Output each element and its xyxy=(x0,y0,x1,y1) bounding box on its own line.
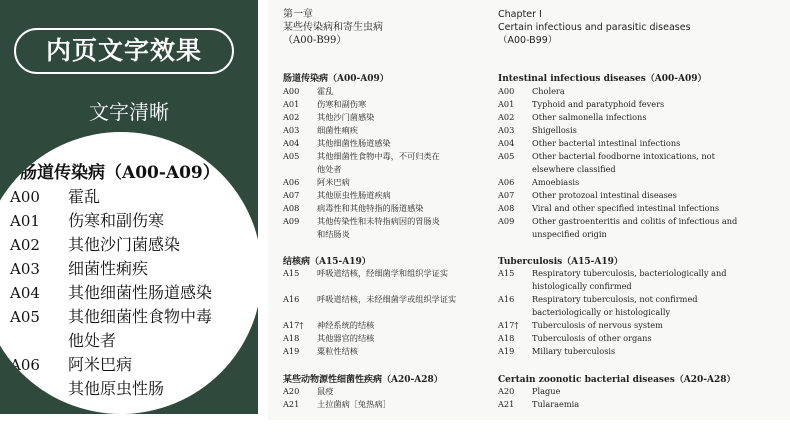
magnified-row: 他处者 xyxy=(68,331,117,350)
section-title: Intestinal infectious diseases（A00-A09） xyxy=(498,74,707,84)
magnified-row: A05 其他细菌性食物中毒 xyxy=(10,307,213,326)
magnified-row: 其他原虫性肠 xyxy=(68,379,165,398)
section-title: 结核病（A15-A19） xyxy=(283,257,371,267)
section-title: 某些动物源性细菌性疾病（A20-A28） xyxy=(283,375,443,385)
promo-subtitle: 文字清晰 xyxy=(89,100,169,124)
chapter-number: Chapter Ⅰ xyxy=(498,9,542,20)
magnified-row: A01 伤寒和副伤寒 xyxy=(10,211,165,230)
magnified-row: A00 霍乱 xyxy=(10,187,101,206)
chapter-range: （A00-B99） xyxy=(283,35,347,46)
chapter-number: 第一章 xyxy=(283,9,313,20)
chapter-title: Certain infectious and parasitic diseases xyxy=(498,22,691,33)
promo-badge: 内页文字效果 xyxy=(14,28,234,74)
magnifier-circle xyxy=(0,132,262,414)
magnified-row: A02 其他沙门菌感染 xyxy=(10,235,181,254)
section-title: 肠道传染病（A00-A09） xyxy=(283,74,389,84)
magnified-section-title: 肠道传染病（A00-A09） xyxy=(20,163,220,183)
chapter-title: 某些传染病和寄生虫病 xyxy=(283,22,383,33)
section-title: Tuberculosis（A15-A19） xyxy=(498,257,623,267)
magnified-row: A04 其他细菌性肠道感染 xyxy=(10,283,213,302)
chapter-range: （A00-B99） xyxy=(498,35,558,46)
magnified-row: A03 细菌性痢疾 xyxy=(10,259,149,278)
magnified-row: A06 阿米巴病 xyxy=(10,355,133,374)
section-title: Certain zoonotic bacterial diseases（A20-A28） xyxy=(498,375,736,385)
book-page: 第一章 某些传染病和寄生虫病 （A00-B99） 肠道传染病（A00-A09） A00 霍乱 A01 伤寒和副伤寒 A02 其他沙门菌感染 A03 细菌性痢疾 A04 其他细菌性肠道感染 A05 其他细菌性食物中毒，不可归类在 他处者 A06 阿米巴病 A07 其他原虫性肠道疾病 A08 病毒性和其他特指的肠道感染 A09 其他传染性和未特指病因的胃肠炎 和结肠炎 结核病（A15-A19） A15 呼吸道结核，经细菌学和组织学证实 A16 呼吸道结核，未经细菌学或组织学证实 A17† 神经系统的结核 A18 其他器官的结核 A19 粟粒性结核 某些动物源性细菌性疾病（A20-A28） A20 鼠疫 A21 土拉菌病［兔热病］ Chapter Ⅰ Certain infectious and parasitic diseases （A00-B99） Intestinal infectious diseases（A00-A09） A00 Cholera A01 Typhoid and paratyphoid fevers A02 Other salmonella infections A03 Shigellosis A04 Other bacterial intestinal infections A05 Other bacterial foodborne intoxications, not elsewhere classified A06 Amoebiasis A07 Other protozoal intestinal diseases A08 Viral and other specified intestinal infections A09 Other gastroenteritis and colitis of infectious and unspecified origin Tuberculosis（A15-A19） A15 Respiratory tuberculosis, bacteriologically and histologically confirmed A16 Respiratory tuberculosis, not confirmed bacteriologically or histologically A17† Tuberculosis of nervous system A18 Tuberculosis of other organs A19 Miliary tuberculosis Certain zoonotic bacterial diseases（A20-A28） A20 Plague A21 Tularaemia xyxy=(268,0,790,420)
